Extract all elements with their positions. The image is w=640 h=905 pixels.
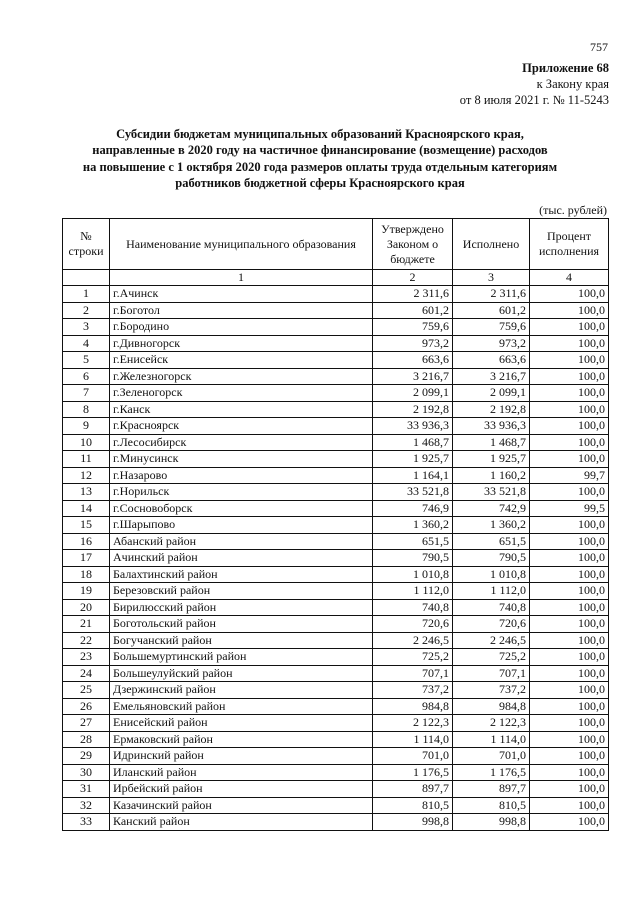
approved-cell: 737,2 — [373, 682, 453, 699]
municipality-cell: Боготольский район — [110, 616, 373, 633]
header-approved: Утверждено Законом о бюджете — [373, 219, 453, 270]
percent-cell: 100,0 — [530, 352, 609, 369]
executed-cell: 720,6 — [453, 616, 530, 633]
municipality-cell: Богучанский район — [110, 632, 373, 649]
municipality-cell: Иланский район — [110, 764, 373, 781]
row-number-cell: 8 — [63, 401, 110, 418]
percent-cell: 100,0 — [530, 286, 609, 303]
municipality-cell: Большемуртинский район — [110, 649, 373, 666]
table-row — [63, 418, 609, 435]
percent-cell: 100,0 — [530, 731, 609, 748]
table-row — [63, 632, 609, 649]
approved-cell: 725,2 — [373, 649, 453, 666]
table-row — [63, 335, 609, 352]
title-line: работников бюджетной сферы Красноярского края — [175, 176, 465, 191]
municipality-cell: г.Ачинск — [110, 286, 373, 303]
table-body — [63, 286, 609, 831]
table-row — [63, 814, 609, 831]
table-row — [63, 599, 609, 616]
row-number-cell: 9 — [63, 418, 110, 435]
row-number-cell: 18 — [63, 566, 110, 583]
municipality-cell: г.Канск — [110, 401, 373, 418]
approved-cell: 1 112,0 — [373, 583, 453, 600]
percent-cell: 100,0 — [530, 715, 609, 732]
percent-cell: 100,0 — [530, 649, 609, 666]
percent-cell: 100,0 — [530, 302, 609, 319]
row-number-cell: 23 — [63, 649, 110, 666]
row-number-cell: 3 — [63, 319, 110, 336]
executed-cell: 601,2 — [453, 302, 530, 319]
municipality-cell: Бирилюсский район — [110, 599, 373, 616]
col-number-cell: 2 — [373, 270, 453, 286]
row-number-cell: 1 — [63, 286, 110, 303]
table-row — [63, 401, 609, 418]
municipality-cell: г.Бородино — [110, 319, 373, 336]
title-line: Субсидии бюджетам муниципальных образований Красноярского края, — [116, 127, 524, 141]
executed-cell: 1 468,7 — [453, 434, 530, 451]
table-row — [63, 368, 609, 385]
percent-cell: 100,0 — [530, 418, 609, 435]
units-label: (тыс. рублей) — [539, 203, 607, 217]
municipality-cell: Балахтинский район — [110, 566, 373, 583]
municipality-cell: г.Дивногорск — [110, 335, 373, 352]
percent-cell: 100,0 — [530, 335, 609, 352]
executed-cell: 651,5 — [453, 533, 530, 550]
executed-cell: 998,8 — [453, 814, 530, 831]
municipality-cell: Ирбейский район — [110, 781, 373, 798]
annex-date-line: от 8 июля 2021 г. № 11-5243 — [459, 93, 609, 107]
executed-cell: 2 192,8 — [453, 401, 530, 418]
municipality-cell: Емельяновский район — [110, 698, 373, 715]
approved-cell: 2 099,1 — [373, 385, 453, 402]
percent-cell: 100,0 — [530, 632, 609, 649]
row-number-cell: 22 — [63, 632, 110, 649]
executed-cell: 1 112,0 — [453, 583, 530, 600]
executed-cell: 33 521,8 — [453, 484, 530, 501]
executed-cell: 3 216,7 — [453, 368, 530, 385]
percent-cell: 100,0 — [530, 533, 609, 550]
municipality-cell: Казачинский район — [110, 797, 373, 814]
table-row — [63, 352, 609, 369]
annex-block — [460, 60, 609, 108]
approved-cell: 1 468,7 — [373, 434, 453, 451]
executed-cell: 790,5 — [453, 550, 530, 567]
col-number-cell: 1 — [110, 270, 373, 286]
executed-cell: 1 925,7 — [453, 451, 530, 468]
executed-cell: 742,9 — [453, 500, 530, 517]
approved-cell: 998,8 — [373, 814, 453, 831]
percent-cell: 100,0 — [530, 814, 609, 831]
percent-cell: 100,0 — [530, 616, 609, 633]
municipality-cell: г.Лесосибирск — [110, 434, 373, 451]
approved-cell: 1 176,5 — [373, 764, 453, 781]
municipality-cell: г.Зеленогорск — [110, 385, 373, 402]
executed-cell: 701,0 — [453, 748, 530, 765]
annex-law-line: к Закону края — [536, 77, 609, 91]
row-number-cell: 32 — [63, 797, 110, 814]
approved-cell: 1 360,2 — [373, 517, 453, 534]
percent-cell: 100,0 — [530, 682, 609, 699]
municipality-cell: Большеулуйский район — [110, 665, 373, 682]
municipality-cell: г.Назарово — [110, 467, 373, 484]
executed-cell: 2 246,5 — [453, 632, 530, 649]
municipality-cell: Ачинский район — [110, 550, 373, 567]
percent-cell: 100,0 — [530, 748, 609, 765]
executed-cell: 740,8 — [453, 599, 530, 616]
approved-cell: 1 114,0 — [373, 731, 453, 748]
table-row — [63, 583, 609, 600]
percent-cell: 100,0 — [530, 401, 609, 418]
table-row — [63, 665, 609, 682]
approved-cell: 601,2 — [373, 302, 453, 319]
percent-cell: 100,0 — [530, 319, 609, 336]
table-row — [63, 616, 609, 633]
col-number-cell: 3 — [453, 270, 530, 286]
approved-cell: 707,1 — [373, 665, 453, 682]
table-row — [63, 550, 609, 567]
row-number-cell: 16 — [63, 533, 110, 550]
approved-cell: 2 122,3 — [373, 715, 453, 732]
percent-cell: 100,0 — [530, 368, 609, 385]
executed-cell: 897,7 — [453, 781, 530, 798]
municipality-cell: г.Красноярск — [110, 418, 373, 435]
approved-cell: 1 925,7 — [373, 451, 453, 468]
municipality-cell: г.Сосновоборск — [110, 500, 373, 517]
approved-cell: 2 246,5 — [373, 632, 453, 649]
title-line: направленные в 2020 году на частичное финансирование (возмещение) расходов — [92, 143, 548, 158]
row-number-cell: 7 — [63, 385, 110, 402]
table-row — [63, 797, 609, 814]
municipality-cell: Абанский район — [110, 533, 373, 550]
annex-title: Приложение 68 — [522, 61, 609, 75]
table-row — [63, 467, 609, 484]
percent-cell: 99,5 — [530, 500, 609, 517]
executed-cell: 1 010,8 — [453, 566, 530, 583]
percent-cell: 100,0 — [530, 451, 609, 468]
row-number-cell: 14 — [63, 500, 110, 517]
page-number: 757 — [590, 40, 608, 54]
municipality-cell: Енисейский район — [110, 715, 373, 732]
executed-cell: 737,2 — [453, 682, 530, 699]
row-number-cell: 17 — [63, 550, 110, 567]
percent-cell: 100,0 — [530, 764, 609, 781]
column-number-row — [63, 270, 609, 286]
row-number-cell: 10 — [63, 434, 110, 451]
table-row — [63, 715, 609, 732]
table-row — [63, 451, 609, 468]
approved-cell: 3 216,7 — [373, 368, 453, 385]
approved-cell: 2 311,6 — [373, 286, 453, 303]
percent-cell: 100,0 — [530, 517, 609, 534]
approved-cell: 1 164,1 — [373, 467, 453, 484]
table-row — [63, 748, 609, 765]
table-row — [63, 434, 609, 451]
percent-cell: 100,0 — [530, 434, 609, 451]
row-number-cell: 20 — [63, 599, 110, 616]
executed-cell: 810,5 — [453, 797, 530, 814]
approved-cell: 33 521,8 — [373, 484, 453, 501]
table-row — [63, 302, 609, 319]
table-row — [63, 649, 609, 666]
table-row — [63, 533, 609, 550]
executed-cell: 973,2 — [453, 335, 530, 352]
municipality-cell: г.Боготол — [110, 302, 373, 319]
row-number-cell: 24 — [63, 665, 110, 682]
row-number-cell: 31 — [63, 781, 110, 798]
approved-cell: 984,8 — [373, 698, 453, 715]
table-row — [63, 319, 609, 336]
col-number-cell — [63, 270, 110, 286]
approved-cell: 759,6 — [373, 319, 453, 336]
header-executed: Исполнено — [453, 219, 530, 270]
document-title — [40, 126, 600, 192]
approved-cell: 1 010,8 — [373, 566, 453, 583]
table-row — [63, 500, 609, 517]
executed-cell: 2 099,1 — [453, 385, 530, 402]
title-line: на повышение с 1 октября 2020 года размеров оплаты труда отдельным категориям — [82, 159, 558, 174]
table-row — [63, 781, 609, 798]
executed-cell: 707,1 — [453, 665, 530, 682]
approved-cell: 33 936,3 — [373, 418, 453, 435]
approved-cell: 2 192,8 — [373, 401, 453, 418]
executed-cell: 2 122,3 — [453, 715, 530, 732]
row-number-cell: 33 — [63, 814, 110, 831]
executed-cell: 725,2 — [453, 649, 530, 666]
percent-cell: 100,0 — [530, 385, 609, 402]
percent-cell: 100,0 — [530, 599, 609, 616]
col-number-cell: 4 — [530, 270, 609, 286]
table-row — [63, 698, 609, 715]
table-row — [63, 385, 609, 402]
row-number-cell: 2 — [63, 302, 110, 319]
row-number-cell: 12 — [63, 467, 110, 484]
table-row — [63, 731, 609, 748]
row-number-cell: 27 — [63, 715, 110, 732]
percent-cell: 100,0 — [530, 583, 609, 600]
approved-cell: 810,5 — [373, 797, 453, 814]
header-percent: Процент исполнения — [530, 219, 609, 270]
approved-cell: 651,5 — [373, 533, 453, 550]
approved-cell: 973,2 — [373, 335, 453, 352]
municipality-cell: Дзержинский район — [110, 682, 373, 699]
table-header-row — [63, 219, 609, 270]
table-row — [63, 764, 609, 781]
percent-cell: 100,0 — [530, 484, 609, 501]
approved-cell: 720,6 — [373, 616, 453, 633]
executed-cell: 1 160,2 — [453, 467, 530, 484]
row-number-cell: 25 — [63, 682, 110, 699]
municipality-cell: Канский район — [110, 814, 373, 831]
header-row-number: № строки — [63, 219, 110, 270]
table-row — [63, 286, 609, 303]
percent-cell: 100,0 — [530, 797, 609, 814]
row-number-cell: 28 — [63, 731, 110, 748]
row-number-cell: 26 — [63, 698, 110, 715]
percent-cell: 100,0 — [530, 550, 609, 567]
percent-cell: 100,0 — [530, 566, 609, 583]
table-row — [63, 484, 609, 501]
approved-cell: 663,6 — [373, 352, 453, 369]
row-number-cell: 30 — [63, 764, 110, 781]
table-row — [63, 566, 609, 583]
subsidy-table — [62, 218, 609, 831]
municipality-cell: Березовский район — [110, 583, 373, 600]
row-number-cell: 5 — [63, 352, 110, 369]
row-number-cell: 21 — [63, 616, 110, 633]
percent-cell: 100,0 — [530, 698, 609, 715]
executed-cell: 1 114,0 — [453, 731, 530, 748]
executed-cell: 663,6 — [453, 352, 530, 369]
row-number-cell: 19 — [63, 583, 110, 600]
municipality-cell: Идринский район — [110, 748, 373, 765]
executed-cell: 984,8 — [453, 698, 530, 715]
row-number-cell: 6 — [63, 368, 110, 385]
executed-cell: 1 176,5 — [453, 764, 530, 781]
municipality-cell: г.Железногорск — [110, 368, 373, 385]
approved-cell: 897,7 — [373, 781, 453, 798]
row-number-cell: 4 — [63, 335, 110, 352]
executed-cell: 33 936,3 — [453, 418, 530, 435]
approved-cell: 790,5 — [373, 550, 453, 567]
row-number-cell: 15 — [63, 517, 110, 534]
table-row — [63, 682, 609, 699]
table-row — [63, 517, 609, 534]
approved-cell: 746,9 — [373, 500, 453, 517]
approved-cell: 740,8 — [373, 599, 453, 616]
row-number-cell: 29 — [63, 748, 110, 765]
municipality-cell: г.Шарыпово — [110, 517, 373, 534]
executed-cell: 2 311,6 — [453, 286, 530, 303]
municipality-cell: г.Минусинск — [110, 451, 373, 468]
header-municipality: Наименование муниципального образования — [110, 219, 373, 270]
executed-cell: 1 360,2 — [453, 517, 530, 534]
executed-cell: 759,6 — [453, 319, 530, 336]
row-number-cell: 13 — [63, 484, 110, 501]
municipality-cell: г.Енисейск — [110, 352, 373, 369]
municipality-cell: Ермаковский район — [110, 731, 373, 748]
percent-cell: 99,7 — [530, 467, 609, 484]
municipality-cell: г.Норильск — [110, 484, 373, 501]
percent-cell: 100,0 — [530, 781, 609, 798]
row-number-cell: 11 — [63, 451, 110, 468]
percent-cell: 100,0 — [530, 665, 609, 682]
approved-cell: 701,0 — [373, 748, 453, 765]
